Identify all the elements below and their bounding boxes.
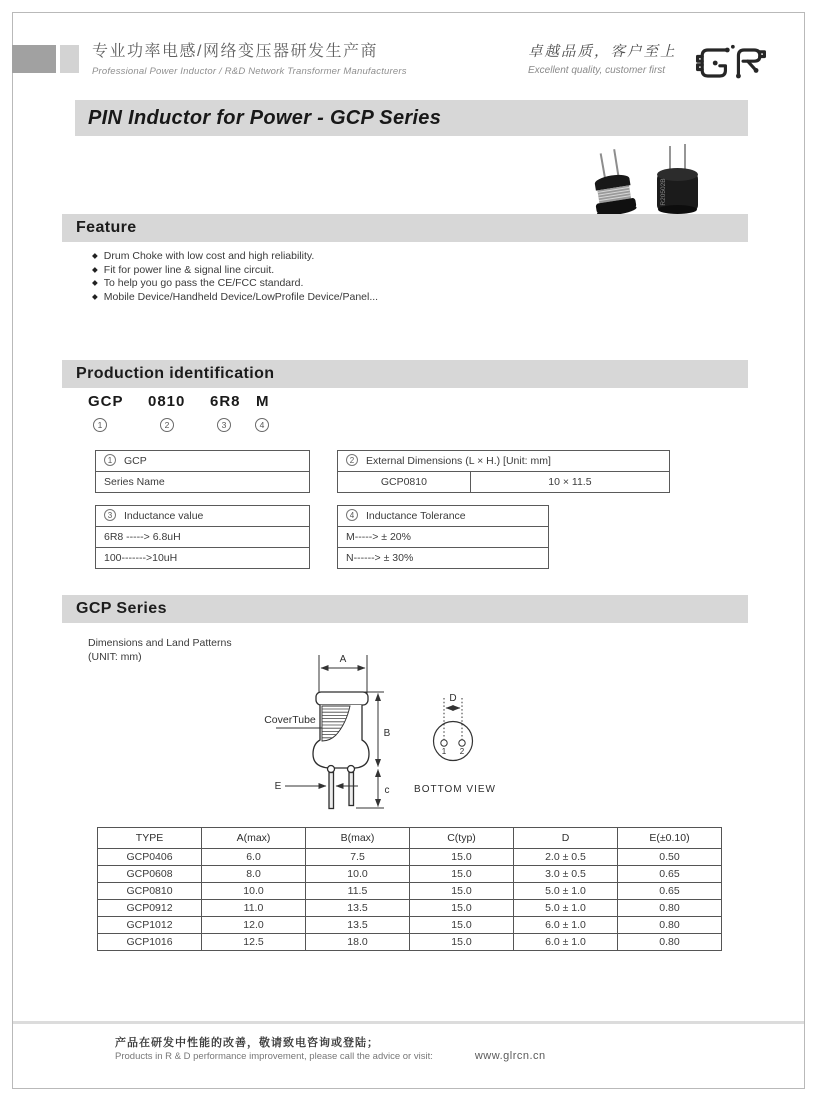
footer-divider [13,1021,804,1024]
table-row [98,917,722,934]
col-header-type: TYPE [98,828,202,849]
feature-bullet: ◆ To help you go pass the CE/FCC standard. [92,277,378,291]
table-cell: N------> ± 30% [338,548,549,569]
col-header-a: A(max) [202,828,306,849]
table-row [98,934,722,951]
table-cell: 7.5 [306,849,410,866]
dimensions-table [97,827,722,951]
table-cell: 0.80 [618,934,722,951]
table-header-cell: 2 External Dimensions (L × H.) [Unit: mm] [338,451,670,472]
slogan-block [528,40,677,76]
feature-bullet: ◆ Drum Choke with low cost and high reliability. [92,250,378,264]
circled-number-1: 1 [93,418,107,432]
feature-section-header [62,214,748,242]
table-cell: 15.0 [410,917,514,934]
table-cell: GCP1012 [98,917,202,934]
col-header-d: D [514,828,618,849]
inductor-photo-left [588,147,638,217]
slogan-cn: 卓越品质，客户至上 [528,44,677,60]
dimensions-table-body [98,849,722,951]
dim-label-d: D [449,693,457,704]
table-cell: 0.65 [618,883,722,900]
table-cell: GCP0810 [98,883,202,900]
page-title: PIN Inductor for Power - GCP Series [88,107,442,129]
footer-note-row [115,1050,546,1062]
product-photos [575,138,725,218]
table-cell: 6.0 ± 1.0 [514,934,618,951]
table-cell: 10.0 [202,883,306,900]
series-name-table [95,450,310,493]
table-cell: GCP0406 [98,849,202,866]
table-cell: 15.0 [410,883,514,900]
table-cell: 5.0 ± 1.0 [514,900,618,917]
table-cell: 15.0 [410,900,514,917]
table-cell: 18.0 [306,934,410,951]
marking-inductance: 6R8 [210,393,241,410]
feature-heading: Feature [76,219,137,236]
inductor-photo-right [657,144,698,214]
feature-bullet: ◆ Fit for power line & signal line circuit. [92,264,378,278]
company-name-en: Professional Power Inductor / R&D Network Transformer Manufacturers [92,66,407,77]
feature-bullet: ◆ Mobile Device/Handheld Device/LowProfile Device/Panel... [92,291,378,305]
dim-label-a: A [339,654,347,665]
table-row [98,866,722,883]
page-title-bar [75,100,748,136]
col-header-b: B(max) [306,828,410,849]
bottom-view-label: BOTTOM VIEW [414,784,496,795]
dim-label-c: c [384,785,390,796]
table-cell: 5.0 ± 1.0 [514,883,618,900]
inductance-tolerance-table [337,505,549,569]
table-cell: 6R8 -----> 6.8uH [96,527,310,548]
table-cell: 0.80 [618,900,722,917]
circled-number-2: 2 [160,418,174,432]
table-header-cell: 4 Inductance Tolerance [338,506,549,527]
table-cell: GCP0810 [338,472,471,493]
slogan-en: Excellent quality, customer first [528,65,666,76]
part-number-label: R20502B [660,178,667,206]
table-cell: 3.0 ± 0.5 [514,866,618,883]
pin1-label: 1 [441,747,447,756]
company-name-cn: 专业功率电感/网络变压器研发生产商 [92,43,378,60]
dim-label-e: E [274,781,282,792]
pin2-label: 2 [459,747,465,756]
table-cell: 12.0 [202,917,306,934]
table-row [98,900,722,917]
table-cell: GCP1016 [98,934,202,951]
table-row [98,883,722,900]
dim-label-b: B [383,728,391,739]
table-cell: GCP0912 [98,900,202,917]
table-row [98,849,722,866]
table-cell: 15.0 [410,849,514,866]
table-cell: 15.0 [410,866,514,883]
table-cell: 100------->10uH [96,548,310,569]
footer-note-en: Products in R & D performance improvement, please call the advice or visit: [115,1051,433,1062]
circled-number-4: 4 [255,418,269,432]
table-cell: 8.0 [202,866,306,883]
table-cell: 6.0 [202,849,306,866]
table-cell: M-----> ± 20% [338,527,549,548]
table-cell: GCP0608 [98,866,202,883]
series-heading: GCP Series [76,600,167,617]
website-url[interactable]: www.glrcn.cn [474,1050,546,1062]
external-dimensions-table [337,450,670,493]
table-cell: 10 × 11.5 [470,472,669,493]
table-cell: 0.50 [618,849,722,866]
table-header-row [98,828,722,849]
marking-tolerance: M [256,393,270,410]
table-cell: 6.0 ± 1.0 [514,917,618,934]
table-cell: 13.5 [306,917,410,934]
dimension-diagram [258,648,568,823]
col-header-e: E(±0.10) [618,828,722,849]
production-heading: Production identification [76,365,275,382]
marking-dimensions: 0810 [148,393,186,410]
production-section-header [62,360,748,388]
table-cell: 10.0 [306,866,410,883]
table-cell: 11.0 [202,900,306,917]
table-header-cell: 1 GCP [96,451,310,472]
table-cell: 13.5 [306,900,410,917]
glr-logo [692,40,770,86]
inductance-value-table [95,505,310,569]
table-cell: 0.80 [618,917,722,934]
table-header-cell: 3 Inductance value [96,506,310,527]
footer-note-cn: 产品在研发中性能的改善，敬请致电咨询或登陆； [115,1037,379,1049]
circled-number-3: 3 [217,418,231,432]
decor-square-dark [12,45,56,73]
feature-bullet-list [92,250,378,304]
decor-square-light [60,45,79,73]
marking-series: GCP [88,393,124,410]
table-cell: 2.0 ± 0.5 [514,849,618,866]
series-section-header [62,595,748,623]
cover-tube-label: CoverTube [264,714,316,726]
table-cell: 11.5 [306,883,410,900]
table-cell: 15.0 [410,934,514,951]
col-header-c: C(typ) [410,828,514,849]
table-cell: Series Name [96,472,310,493]
table-cell: 0.65 [618,866,722,883]
dimensions-subtitle: Dimensions and Land Patterns (UNIT: mm) [88,637,232,663]
company-block [92,38,407,77]
table-cell: 12.5 [202,934,306,951]
